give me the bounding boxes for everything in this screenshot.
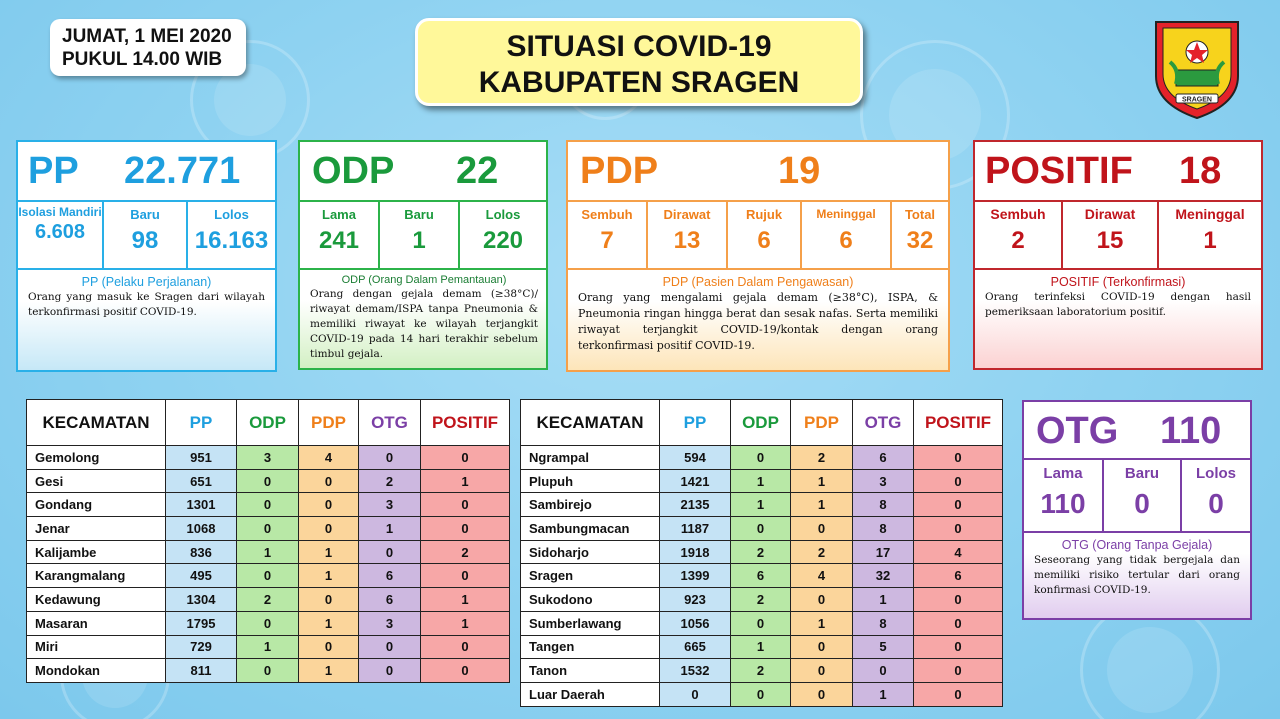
odp-cell: 1 xyxy=(731,635,791,659)
otg-cell: 2 xyxy=(359,469,421,493)
odp-cell: 0 xyxy=(237,659,299,683)
otg-card xyxy=(1022,400,1252,620)
sragen-logo xyxy=(1152,18,1242,120)
positif-cell: 1 xyxy=(421,469,510,493)
pp-cell: 836 xyxy=(166,540,237,564)
positif-header xyxy=(975,142,1261,200)
header-pp: PP xyxy=(166,400,237,446)
odp-desc-title: ODP (Orang Dalam Pemantauan) xyxy=(341,274,507,286)
otg-cell: 3 xyxy=(359,611,421,635)
otg-cell: 1 xyxy=(853,682,914,706)
otg-description xyxy=(1024,533,1250,598)
otg-cell: 0 xyxy=(359,446,421,470)
positif-cell: 0 xyxy=(421,564,510,588)
pp-cell: 1056 xyxy=(660,611,731,635)
pp-cell: 923 xyxy=(660,588,731,612)
pdp-cell: 1 xyxy=(299,540,359,564)
positif-cell: 0 xyxy=(421,635,510,659)
header-kecamatan: KECAMATAN xyxy=(27,400,166,446)
table-row xyxy=(521,517,1003,541)
pdp-cell: 0 xyxy=(791,588,853,612)
table-row xyxy=(521,540,1003,564)
kecamatan-cell: Mondokan xyxy=(27,659,166,683)
otg-cell: 0 xyxy=(359,659,421,683)
positif-cell: 6 xyxy=(914,564,1003,588)
odp-stat-lolos: Lolos 220 xyxy=(460,200,546,270)
positif-cell: 1 xyxy=(421,588,510,612)
pp-cell: 665 xyxy=(660,635,731,659)
odp-stats xyxy=(300,200,546,270)
pdp-cell: 4 xyxy=(299,446,359,470)
table-row xyxy=(521,564,1003,588)
pdp-stats xyxy=(568,200,948,270)
pdp-cell: 2 xyxy=(791,540,853,564)
kecamatan-table-right xyxy=(520,399,1003,707)
positif-cell: 0 xyxy=(914,493,1003,517)
pp-stat-baru: Baru 98 xyxy=(104,200,188,270)
otg-cell: 32 xyxy=(853,564,914,588)
otg-cell: 0 xyxy=(853,659,914,683)
odp-cell: 2 xyxy=(731,659,791,683)
pdp-cell: 4 xyxy=(791,564,853,588)
kecamatan-cell: Masaran xyxy=(27,611,166,635)
odp-cell: 0 xyxy=(237,517,299,541)
header-odp: ODP xyxy=(237,400,299,446)
otg-cell: 8 xyxy=(853,493,914,517)
otg-cell: 1 xyxy=(853,588,914,612)
pp-description xyxy=(18,270,275,320)
logo-text: SRAGEN xyxy=(1182,96,1212,104)
header-pdp: PDP xyxy=(791,400,853,446)
pp-cell: 1532 xyxy=(660,659,731,683)
positif-desc-text: Orang terinfeksi COVID-19 dengan hasil pemeriksaan laboratorium positif. xyxy=(985,291,1251,318)
positif-cell: 0 xyxy=(421,446,510,470)
odp-cell: 1 xyxy=(731,493,791,517)
otg-cell: 8 xyxy=(853,611,914,635)
pp-label: PP xyxy=(28,150,79,192)
kecamatan-cell: Kalijambe xyxy=(27,540,166,564)
odp-cell: 0 xyxy=(237,611,299,635)
odp-cell: 3 xyxy=(237,446,299,470)
odp-cell: 1 xyxy=(731,469,791,493)
pp-desc-text: Orang yang masuk ke Sragen dari wilayah terkonfirmasi positif COVID-19. xyxy=(28,291,265,318)
header-positif: POSITIF xyxy=(421,400,510,446)
odp-desc-text: Orang dengan gejala demam (≥38°C)/ riwayat demam/ISPA tanpa Pneumonia & memiliki riwayat ke wilayah terjangkit COVID-19 pada 14 hari terakhir sebelum timbul gejala. xyxy=(310,288,538,360)
pdp-cell: 1 xyxy=(791,493,853,517)
otg-cell: 6 xyxy=(359,564,421,588)
kecamatan-table-left xyxy=(26,399,510,683)
positif-stats xyxy=(975,200,1261,270)
positif-cell: 0 xyxy=(914,588,1003,612)
kecamatan-cell: Plupuh xyxy=(521,469,660,493)
pp-cell: 1068 xyxy=(166,517,237,541)
table-row xyxy=(27,659,510,683)
table-row xyxy=(521,611,1003,635)
table-row xyxy=(27,493,510,517)
header-otg: OTG xyxy=(359,400,421,446)
pdp-cell: 1 xyxy=(299,564,359,588)
table-row xyxy=(27,635,510,659)
odp-cell: 1 xyxy=(237,540,299,564)
pp-cell: 811 xyxy=(166,659,237,683)
positif-cell: 4 xyxy=(914,540,1003,564)
page-title: SITUASI COVID-19 xyxy=(506,30,772,63)
pp-total: 22.771 xyxy=(124,150,241,192)
odp-cell: 2 xyxy=(731,540,791,564)
odp-cell: 0 xyxy=(731,682,791,706)
positif-cell: 0 xyxy=(914,469,1003,493)
pp-cell: 1918 xyxy=(660,540,731,564)
kecamatan-cell: Gesi xyxy=(27,469,166,493)
positif-cell: 0 xyxy=(421,493,510,517)
positif-cell: 0 xyxy=(914,611,1003,635)
kecamatan-cell: Miri xyxy=(27,635,166,659)
pdp-total: 19 xyxy=(778,150,821,192)
positif-cell: 1 xyxy=(421,611,510,635)
pdp-cell: 0 xyxy=(299,469,359,493)
pdp-stat-total: Total 32 xyxy=(892,200,948,270)
positif-cell: 0 xyxy=(914,635,1003,659)
positif-cell: 0 xyxy=(914,517,1003,541)
kecamatan-cell: Sumberlawang xyxy=(521,611,660,635)
kecamatan-cell: Sukodono xyxy=(521,588,660,612)
pp-header xyxy=(18,142,275,200)
pdp-cell: 0 xyxy=(299,517,359,541)
otg-total: 110 xyxy=(1160,410,1222,452)
kecamatan-cell: Gemolong xyxy=(27,446,166,470)
table-row xyxy=(521,446,1003,470)
pp-cell: 1795 xyxy=(166,611,237,635)
table-row xyxy=(27,588,510,612)
pp-cell: 1421 xyxy=(660,469,731,493)
kecamatan-cell: Gondang xyxy=(27,493,166,517)
otg-cell: 1 xyxy=(359,517,421,541)
otg-desc-title: OTG (Orang Tanpa Gejala) xyxy=(1061,538,1213,552)
pdp-cell: 0 xyxy=(791,517,853,541)
table-row xyxy=(521,493,1003,517)
table-row xyxy=(521,635,1003,659)
otg-cell: 6 xyxy=(853,446,914,470)
date-box xyxy=(50,19,246,76)
otg-cell: 3 xyxy=(359,493,421,517)
pdp-cell: 0 xyxy=(791,635,853,659)
positif-desc-title: POSITIF (Terkonfirmasi) xyxy=(1050,275,1186,289)
pp-cell: 495 xyxy=(166,564,237,588)
pp-stat-isolasi: Isolasi Mandiri 6.608 xyxy=(18,200,104,270)
pp-cell: 594 xyxy=(660,446,731,470)
kecamatan-cell: Tanon xyxy=(521,659,660,683)
otg-cell: 0 xyxy=(359,540,421,564)
otg-stat-lama: Lama 110 xyxy=(1024,458,1104,533)
positif-stat-dirawat: Dirawat 15 xyxy=(1063,200,1159,270)
otg-stats xyxy=(1024,458,1250,533)
odp-stat-baru: Baru 1 xyxy=(380,200,460,270)
pdp-description xyxy=(568,270,948,354)
positif-cell: 0 xyxy=(421,517,510,541)
pdp-cell: 2 xyxy=(791,446,853,470)
kecamatan-cell: Sragen xyxy=(521,564,660,588)
time-text: PUKUL 14.00 WIB xyxy=(62,49,223,70)
pp-cell: 0 xyxy=(660,682,731,706)
header-pp: PP xyxy=(660,400,731,446)
positif-cell: 0 xyxy=(914,682,1003,706)
pdp-desc-title: PDP (Pasien Dalam Pengawasan) xyxy=(662,275,854,289)
header-positif: POSITIF xyxy=(914,400,1003,446)
table-row xyxy=(521,588,1003,612)
table-row xyxy=(27,446,510,470)
otg-cell: 17 xyxy=(853,540,914,564)
pdp-stat-sembuh: Sembuh 7 xyxy=(568,200,648,270)
otg-header xyxy=(1024,402,1250,458)
pp-cell: 951 xyxy=(166,446,237,470)
positif-stat-meninggal: Meninggal 1 xyxy=(1159,200,1261,270)
pp-cell: 1187 xyxy=(660,517,731,541)
pdp-cell: 0 xyxy=(791,659,853,683)
pdp-header xyxy=(568,142,948,200)
odp-cell: 0 xyxy=(237,493,299,517)
otg-desc-text: Seseorang yang tidak bergejala dan memiliki risiko tertular dari orang konfirmasi COVID-19. xyxy=(1034,554,1240,596)
odp-cell: 0 xyxy=(237,469,299,493)
header-pdp: PDP xyxy=(299,400,359,446)
header-odp: ODP xyxy=(731,400,791,446)
pdp-cell: 0 xyxy=(791,682,853,706)
table-row xyxy=(27,564,510,588)
otg-cell: 0 xyxy=(359,635,421,659)
table-row xyxy=(521,659,1003,683)
header-otg: OTG xyxy=(853,400,914,446)
date-text: JUMAT, 1 MEI 2020 xyxy=(62,26,232,47)
title-box xyxy=(415,18,863,106)
otg-cell: 6 xyxy=(359,588,421,612)
odp-cell: 0 xyxy=(731,446,791,470)
otg-cell: 3 xyxy=(853,469,914,493)
kecamatan-cell: Sambirejo xyxy=(521,493,660,517)
positif-cell: 0 xyxy=(914,659,1003,683)
positif-total: 18 xyxy=(1179,150,1222,192)
table-row xyxy=(521,469,1003,493)
pdp-cell: 0 xyxy=(299,493,359,517)
odp-cell: 0 xyxy=(731,611,791,635)
table-header-row xyxy=(27,400,510,446)
kecamatan-cell: Kedawung xyxy=(27,588,166,612)
pp-cell: 651 xyxy=(166,469,237,493)
odp-cell: 1 xyxy=(237,635,299,659)
pp-cell: 1304 xyxy=(166,588,237,612)
odp-cell: 2 xyxy=(731,588,791,612)
table-row xyxy=(27,517,510,541)
pdp-stat-meninggal: Meninggal 6 xyxy=(802,200,892,270)
pdp-cell: 1 xyxy=(791,611,853,635)
pdp-desc-text: Orang yang mengalami gejala demam (≥38°C), ISPA, & Pneumonia ringan hingga berat dan sesak nafas. Serta memiliki riwayat terjangkit COVID-19/kontak dengan orang terkonfirmasi positif COVID-19. xyxy=(578,291,938,352)
otg-stat-baru: Baru 0 xyxy=(1104,458,1182,533)
pdp-stat-rujuk: Rujuk 6 xyxy=(728,200,802,270)
pdp-cell: 1 xyxy=(791,469,853,493)
positif-cell: 2 xyxy=(421,540,510,564)
odp-description xyxy=(300,270,546,362)
positif-cell: 0 xyxy=(421,659,510,683)
pp-cell: 2135 xyxy=(660,493,731,517)
pp-card xyxy=(16,140,277,372)
table-row xyxy=(27,469,510,493)
pp-cell: 1399 xyxy=(660,564,731,588)
odp-stat-lama: Lama 241 xyxy=(300,200,380,270)
page-subtitle: KABUPATEN SRAGEN xyxy=(478,66,800,99)
header-kecamatan: KECAMATAN xyxy=(521,400,660,446)
kecamatan-cell: Jenar xyxy=(27,517,166,541)
kecamatan-cell: Luar Daerah xyxy=(521,682,660,706)
odp-cell: 6 xyxy=(731,564,791,588)
kecamatan-cell: Ngrampal xyxy=(521,446,660,470)
pdp-label: PDP xyxy=(580,150,659,192)
pp-cell: 1301 xyxy=(166,493,237,517)
pdp-cell: 0 xyxy=(299,588,359,612)
otg-label: OTG xyxy=(1036,410,1119,452)
pdp-stat-dirawat: Dirawat 13 xyxy=(648,200,728,270)
otg-stat-lolos: Lolos 0 xyxy=(1182,458,1250,533)
pp-desc-title: PP (Pelaku Perjalanan) xyxy=(81,275,212,289)
table-header-row xyxy=(521,400,1003,446)
table-row xyxy=(521,682,1003,706)
odp-cell: 0 xyxy=(237,564,299,588)
positif-stat-sembuh: Sembuh 2 xyxy=(975,200,1063,270)
otg-cell: 5 xyxy=(853,635,914,659)
pp-stats xyxy=(18,200,275,270)
kecamatan-cell: Sidoharjo xyxy=(521,540,660,564)
kecamatan-cell: Tangen xyxy=(521,635,660,659)
pdp-cell: 1 xyxy=(299,611,359,635)
table-row xyxy=(27,611,510,635)
positif-card xyxy=(973,140,1263,370)
odp-header xyxy=(300,142,546,200)
positif-cell: 0 xyxy=(914,446,1003,470)
pdp-cell: 0 xyxy=(299,635,359,659)
kecamatan-cell: Karangmalang xyxy=(27,564,166,588)
positif-label: POSITIF xyxy=(985,150,1133,192)
table-row xyxy=(27,540,510,564)
odp-card xyxy=(298,140,548,370)
odp-label: ODP xyxy=(312,150,395,192)
pdp-card xyxy=(566,140,950,372)
pp-stat-lolos: Lolos 16.163 xyxy=(188,200,275,270)
odp-cell: 0 xyxy=(731,517,791,541)
kecamatan-cell: Sambungmacan xyxy=(521,517,660,541)
pdp-cell: 1 xyxy=(299,659,359,683)
positif-description xyxy=(975,270,1261,320)
odp-total: 22 xyxy=(456,150,499,192)
odp-cell: 2 xyxy=(237,588,299,612)
pp-cell: 729 xyxy=(166,635,237,659)
otg-cell: 8 xyxy=(853,517,914,541)
